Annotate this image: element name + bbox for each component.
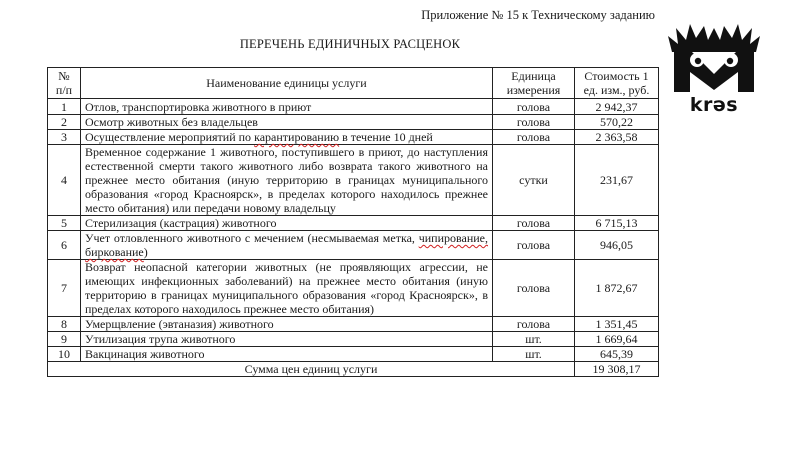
table-row <box>48 332 659 347</box>
row-unit: шт. <box>493 332 575 347</box>
row-price: 1 872,67 <box>575 260 659 317</box>
row-unit: голова <box>493 99 575 115</box>
logo-wordmark: krəs <box>689 94 739 116</box>
row-unit: сутки <box>493 145 575 216</box>
row-number: 10 <box>48 347 81 362</box>
total-label: Сумма цен единиц услуги <box>48 362 575 377</box>
row-number: 9 <box>48 332 81 347</box>
row-unit: голова <box>493 231 575 260</box>
row-unit: голова <box>493 130 575 145</box>
price-table <box>47 67 659 377</box>
table-row <box>48 99 659 115</box>
row-price: 2 942,37 <box>575 99 659 115</box>
row-number: 5 <box>48 216 81 231</box>
table-total-row <box>48 362 659 377</box>
row-price: 570,22 <box>575 115 659 130</box>
row-name: Отлов, транспортировка животного в приют <box>81 99 493 115</box>
header-number: № п/п <box>48 68 81 99</box>
row-name: Умерщвление (эвтаназия) животного <box>81 317 493 332</box>
row-number: 4 <box>48 145 81 216</box>
row-name-part: ) <box>143 245 148 259</box>
row-number: 8 <box>48 317 81 332</box>
table-row <box>48 347 659 362</box>
row-name-misspelled: карантированию <box>254 130 340 144</box>
row-price: 2 363,58 <box>575 130 659 145</box>
row-price: 6 715,13 <box>575 216 659 231</box>
header-price: Стоимость 1 ед. изм., руб. <box>575 68 659 99</box>
header-name: Наименование единицы услуги <box>81 68 493 99</box>
row-name: Вакцинация животного <box>81 347 493 362</box>
row-name-misspelled: чипирование, биркование <box>85 231 488 259</box>
document-title: ПЕРЕЧЕНЬ ЕДИНИЧНЫХ РАСЦЕНОК <box>239 37 461 51</box>
table-row <box>48 317 659 332</box>
appendix-note: Приложение № 15 к Техническому заданию <box>421 8 655 22</box>
row-name-part: в течение 10 дней <box>339 130 433 144</box>
row-unit: шт. <box>493 347 575 362</box>
kras-logo <box>664 22 764 122</box>
row-number: 2 <box>48 115 81 130</box>
row-unit: голова <box>493 317 575 332</box>
table-row <box>48 260 659 317</box>
row-price: 645,39 <box>575 347 659 362</box>
row-number: 1 <box>48 99 81 115</box>
table-header-row <box>48 68 659 99</box>
total-value: 19 308,17 <box>575 362 659 377</box>
row-price: 946,05 <box>575 231 659 260</box>
row-unit: голова <box>493 216 575 231</box>
row-price: 1 351,45 <box>575 317 659 332</box>
row-number: 7 <box>48 260 81 317</box>
table-row <box>48 115 659 130</box>
row-name: Стерилизация (кастрация) животного <box>81 216 493 231</box>
table-row <box>48 216 659 231</box>
table-row <box>48 231 659 260</box>
row-name: Возврат неопасной категории животных (не проявляющих агрессии, не имеющих инфекционных заболеваний) на прежнее место обитания (иную территорию в границах муниципального образования «город Красноярск», в пределах которого находилось прежнее место обитания) <box>81 260 493 317</box>
row-name: Временное содержание 1 животного, поступившего в приют, до наступления естественной смерти такого животного либо возврата такого животного на прежнее место обитания (иную территорию в границах муниципального образования «город Красноярск», в пределах которого находилось прежнее место обитания) или передачи новому владельцу <box>81 145 493 216</box>
row-name <box>81 231 493 260</box>
row-name: Утилизация трупа животного <box>81 332 493 347</box>
row-name <box>81 130 493 145</box>
row-number: 6 <box>48 231 81 260</box>
row-price: 1 669,64 <box>575 332 659 347</box>
row-name-part: Осуществление мероприятий по <box>85 130 255 144</box>
row-number: 3 <box>48 130 81 145</box>
row-name: Осмотр животных без владельцев <box>81 115 493 130</box>
row-name-part: Учет отловленного животного с мечением (несмываемая метка, <box>85 231 419 245</box>
header-unit: Единица измерения <box>493 68 575 99</box>
table-row <box>48 145 659 216</box>
row-unit: голова <box>493 260 575 317</box>
row-unit: голова <box>493 115 575 130</box>
table-row <box>48 130 659 145</box>
monster-m-icon <box>664 22 764 94</box>
row-price: 231,67 <box>575 145 659 216</box>
